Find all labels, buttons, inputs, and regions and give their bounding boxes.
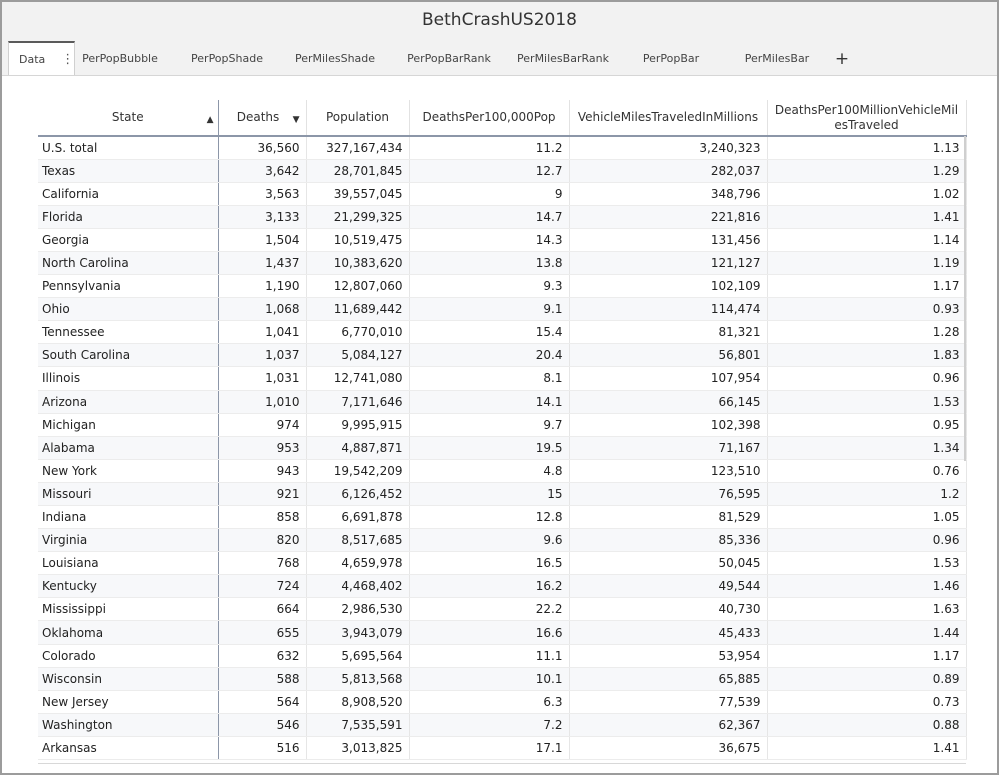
table-row[interactable]: [38, 182, 966, 205]
table-cell: 11.1: [409, 644, 569, 667]
tab-permilesbar[interactable]: [733, 42, 821, 75]
data-table-container: [38, 100, 968, 763]
table-cell: 56,801: [569, 344, 767, 367]
table-cell: Florida: [38, 205, 218, 228]
table-row[interactable]: [38, 390, 966, 413]
column-header-label: Deaths: [236, 110, 280, 124]
table-cell: 71,167: [569, 436, 767, 459]
table-cell: 102,398: [569, 413, 767, 436]
table-cell: 1.83: [767, 344, 966, 367]
table-cell: 1,010: [218, 390, 306, 413]
table-cell: 66,145: [569, 390, 767, 413]
table-cell: 6,691,878: [306, 506, 409, 529]
sort-ascending-icon[interactable]: ▲: [206, 114, 214, 125]
table-row[interactable]: [38, 205, 966, 228]
table-cell: 76,595: [569, 482, 767, 505]
report-title: BethCrashUS2018: [422, 10, 577, 30]
table-cell: 1.34: [767, 436, 966, 459]
column-header-deaths-per-100m-vmt[interactable]: [767, 100, 966, 136]
vertical-ellipsis-icon[interactable]: ⋮: [61, 51, 75, 67]
table-cell: 6.3: [409, 690, 569, 713]
table-cell: 943: [218, 459, 306, 482]
table-cell: 7,535,591: [306, 713, 409, 736]
table-body: [38, 136, 966, 760]
table-cell: 724: [218, 575, 306, 598]
table-cell: Pennsylvania: [38, 275, 218, 298]
tab-label: PerPopBar: [642, 52, 700, 65]
table-cell: 1.17: [767, 644, 966, 667]
table-cell: 5,695,564: [306, 644, 409, 667]
table-cell: Arizona: [38, 390, 218, 413]
table-row[interactable]: [38, 459, 966, 482]
table-cell: Illinois: [38, 367, 218, 390]
table-cell: Tennessee: [38, 321, 218, 344]
table-cell: 348,796: [569, 182, 767, 205]
table-cell: 0.88: [767, 713, 966, 736]
table-cell: California: [38, 182, 218, 205]
table-cell: 17.1: [409, 736, 569, 759]
table-row[interactable]: [38, 251, 966, 274]
table-cell: 4.8: [409, 459, 569, 482]
table-cell: Michigan: [38, 413, 218, 436]
table-row[interactable]: [38, 367, 966, 390]
table-cell: 588: [218, 667, 306, 690]
table-cell: 81,321: [569, 321, 767, 344]
table-cell: 1.05: [767, 506, 966, 529]
table-cell: 1.13: [767, 136, 966, 159]
table-cell: 1.14: [767, 228, 966, 251]
table-cell: 7.2: [409, 713, 569, 736]
column-header-label: VehicleMilesTraveledInMillions: [577, 110, 759, 124]
table-cell: 1,190: [218, 275, 306, 298]
table-cell: 19.5: [409, 436, 569, 459]
table-row[interactable]: [38, 413, 966, 436]
tab-perpopbubble[interactable]: [75, 42, 165, 75]
tab-label: PerMilesBarRank: [517, 52, 609, 65]
column-header-deaths-per-100k-pop[interactable]: [409, 100, 569, 136]
table-cell: 16.6: [409, 621, 569, 644]
table-cell: 9: [409, 182, 569, 205]
table-cell: 85,336: [569, 529, 767, 552]
table-row[interactable]: [38, 736, 966, 759]
table-cell: New York: [38, 459, 218, 482]
table-cell: Kentucky: [38, 575, 218, 598]
table-cell: 1.44: [767, 621, 966, 644]
table-cell: 3,240,323: [569, 136, 767, 159]
page-tab-bar: [8, 42, 863, 75]
table-cell: 1.53: [767, 552, 966, 575]
table-cell: 12,807,060: [306, 275, 409, 298]
table-cell: 8,908,520: [306, 690, 409, 713]
table-cell: 13.8: [409, 251, 569, 274]
table-cell: 1.02: [767, 182, 966, 205]
table-cell: 4,659,978: [306, 552, 409, 575]
table-cell: 3,563: [218, 182, 306, 205]
table-cell: 655: [218, 621, 306, 644]
table-cell: 1.41: [767, 736, 966, 759]
column-header-label: Population: [325, 110, 390, 124]
sort-descending-icon[interactable]: ▼: [292, 114, 300, 125]
table-cell: 1.63: [767, 598, 966, 621]
table-row[interactable]: [38, 298, 966, 321]
table-cell: 14.3: [409, 228, 569, 251]
table-cell: 16.5: [409, 552, 569, 575]
table-cell: 516: [218, 736, 306, 759]
table-row[interactable]: [38, 552, 966, 575]
table-cell: 1.46: [767, 575, 966, 598]
table-cell: 3,133: [218, 205, 306, 228]
table-cell: 123,510: [569, 459, 767, 482]
table-cell: 3,013,825: [306, 736, 409, 759]
table-cell: 974: [218, 413, 306, 436]
table-cell: 14.7: [409, 205, 569, 228]
column-header-label: State: [111, 110, 144, 124]
table-cell: 77,539: [569, 690, 767, 713]
table-row[interactable]: [38, 482, 966, 505]
table-cell: New Jersey: [38, 690, 218, 713]
table-cell: 40,730: [569, 598, 767, 621]
tab-label: PerPopShade: [191, 52, 263, 65]
table-cell: 282,037: [569, 159, 767, 182]
table-cell: 45,433: [569, 621, 767, 644]
tab-label: Data: [19, 52, 46, 66]
table-cell: 9.7: [409, 413, 569, 436]
plus-icon[interactable]: +: [834, 48, 850, 69]
tab-perpopbar[interactable]: [609, 42, 733, 75]
table-cell: 19,542,209: [306, 459, 409, 482]
table-cell: 102,109: [569, 275, 767, 298]
table-cell: 5,084,127: [306, 344, 409, 367]
table-cell: 49,544: [569, 575, 767, 598]
table-cell: Alabama: [38, 436, 218, 459]
table-cell: 820: [218, 529, 306, 552]
table-cell: Arkansas: [38, 736, 218, 759]
table-cell: 0.96: [767, 367, 966, 390]
table-cell: 0.76: [767, 459, 966, 482]
table-cell: 1,037: [218, 344, 306, 367]
table-scrollbar[interactable]: [964, 136, 966, 461]
table-cell: Colorado: [38, 644, 218, 667]
table-cell: 632: [218, 644, 306, 667]
table-cell: 1,068: [218, 298, 306, 321]
table-cell: 81,529: [569, 506, 767, 529]
table-row[interactable]: [38, 344, 966, 367]
table-cell: Mississippi: [38, 598, 218, 621]
table-cell: 36,675: [569, 736, 767, 759]
table-cell: 0.93: [767, 298, 966, 321]
table-cell: 10,519,475: [306, 228, 409, 251]
table-cell: 12,741,080: [306, 367, 409, 390]
table-cell: 65,885: [569, 667, 767, 690]
table-cell: 0.89: [767, 667, 966, 690]
tab-data[interactable]: [8, 41, 75, 75]
table-cell: 62,367: [569, 713, 767, 736]
table-cell: 114,474: [569, 298, 767, 321]
tab-label: PerPopBarRank: [407, 52, 491, 65]
table-cell: 1,031: [218, 367, 306, 390]
table-cell: 11,689,442: [306, 298, 409, 321]
table-cell: North Carolina: [38, 251, 218, 274]
table-cell: 36,560: [218, 136, 306, 159]
table-cell: 3,943,079: [306, 621, 409, 644]
table-cell: 16.2: [409, 575, 569, 598]
table-cell: 0.95: [767, 413, 966, 436]
report-header: [2, 2, 997, 76]
table-row[interactable]: [38, 644, 966, 667]
table-cell: 11.2: [409, 136, 569, 159]
table-cell: 3,642: [218, 159, 306, 182]
table-cell: 1.41: [767, 205, 966, 228]
table-cell: 1,437: [218, 251, 306, 274]
tab-permilesbarrank[interactable]: [517, 42, 609, 75]
tab-permilesshade[interactable]: [289, 42, 381, 75]
table-cell: 4,468,402: [306, 575, 409, 598]
table-row[interactable]: [38, 690, 966, 713]
table-cell: 22.2: [409, 598, 569, 621]
table-cell: 2,986,530: [306, 598, 409, 621]
column-header-vehicle-miles-traveled[interactable]: [569, 100, 767, 136]
table-cell: 6,770,010: [306, 321, 409, 344]
table-cell: 53,954: [569, 644, 767, 667]
table-cell: 107,954: [569, 367, 767, 390]
table-cell: 9,995,915: [306, 413, 409, 436]
table-cell: 1.28: [767, 321, 966, 344]
table-cell: 564: [218, 690, 306, 713]
table-cell: Wisconsin: [38, 667, 218, 690]
table-cell: 131,456: [569, 228, 767, 251]
table-header-row: [38, 100, 966, 136]
table-cell: 20.4: [409, 344, 569, 367]
table-cell: U.S. total: [38, 136, 218, 159]
table-cell: Oklahoma: [38, 621, 218, 644]
table-cell: 546: [218, 713, 306, 736]
column-header-population[interactable]: [306, 100, 409, 136]
table-cell: 1,504: [218, 228, 306, 251]
table-cell: 768: [218, 552, 306, 575]
table-cell: 28,701,845: [306, 159, 409, 182]
table-row[interactable]: [38, 228, 966, 251]
table-cell: 664: [218, 598, 306, 621]
table-cell: Louisiana: [38, 552, 218, 575]
table-cell: 21,299,325: [306, 205, 409, 228]
table-cell: 10,383,620: [306, 251, 409, 274]
table-cell: 9.1: [409, 298, 569, 321]
column-header-label: DeathsPer100,000Pop: [422, 110, 556, 124]
table-cell: 121,127: [569, 251, 767, 274]
table-cell: 858: [218, 506, 306, 529]
column-header-deaths[interactable]: [218, 100, 306, 136]
table-cell: 9.6: [409, 529, 569, 552]
table-cell: 1,041: [218, 321, 306, 344]
table-row[interactable]: [38, 529, 966, 552]
table-cell: 7,171,646: [306, 390, 409, 413]
tab-label: PerMilesShade: [294, 52, 376, 65]
table-row[interactable]: [38, 136, 966, 159]
table-cell: South Carolina: [38, 344, 218, 367]
table-cell: 4,887,871: [306, 436, 409, 459]
table-cell: Washington: [38, 713, 218, 736]
table-row[interactable]: [38, 598, 966, 621]
table-row[interactable]: [38, 159, 966, 182]
table-row[interactable]: [38, 713, 966, 736]
table-cell: Georgia: [38, 228, 218, 251]
table-row[interactable]: [38, 667, 966, 690]
table-cell: 221,816: [569, 205, 767, 228]
table-cell: 1.29: [767, 159, 966, 182]
table-cell: 1.2: [767, 482, 966, 505]
table-cell: 953: [218, 436, 306, 459]
data-table: [38, 100, 967, 760]
table-cell: 8.1: [409, 367, 569, 390]
table-cell: 39,557,045: [306, 182, 409, 205]
tab-perpopbarrank[interactable]: [381, 42, 517, 75]
table-cell: 10.1: [409, 667, 569, 690]
table-row[interactable]: [38, 506, 966, 529]
table-row[interactable]: [38, 575, 966, 598]
table-cell: 12.7: [409, 159, 569, 182]
table-row[interactable]: [38, 621, 966, 644]
table-cell: Ohio: [38, 298, 218, 321]
table-cell: 0.73: [767, 690, 966, 713]
table-cell: 12.8: [409, 506, 569, 529]
table-cell: 6,126,452: [306, 482, 409, 505]
table-row[interactable]: [38, 321, 966, 344]
table-cell: 50,045: [569, 552, 767, 575]
table-cell: 9.3: [409, 275, 569, 298]
table-cell: 15: [409, 482, 569, 505]
table-cell: 1.53: [767, 390, 966, 413]
table-cell: Virginia: [38, 529, 218, 552]
table-row[interactable]: [38, 275, 966, 298]
table-cell: 327,167,434: [306, 136, 409, 159]
tab-label: PerMilesBar: [744, 52, 810, 65]
table-row[interactable]: [38, 436, 966, 459]
table-cell: 0.96: [767, 529, 966, 552]
table-cell: Texas: [38, 159, 218, 182]
table-cell: 1.19: [767, 251, 966, 274]
table-cell: 921: [218, 482, 306, 505]
tab-perpopshade[interactable]: [165, 42, 289, 75]
table-cell: 1.17: [767, 275, 966, 298]
table-cell: 14.1: [409, 390, 569, 413]
table-cell: Indiana: [38, 506, 218, 529]
table-cell: 15.4: [409, 321, 569, 344]
table-cell: Missouri: [38, 482, 218, 505]
table-cell: 5,813,568: [306, 667, 409, 690]
column-header-label: DeathsPer100MillionVehicleMilesTraveled: [774, 102, 959, 132]
table-cell: 8,517,685: [306, 529, 409, 552]
table-bottom-divider: [38, 763, 966, 764]
tab-label: PerPopBubble: [82, 52, 158, 65]
column-header-state[interactable]: [38, 100, 218, 136]
